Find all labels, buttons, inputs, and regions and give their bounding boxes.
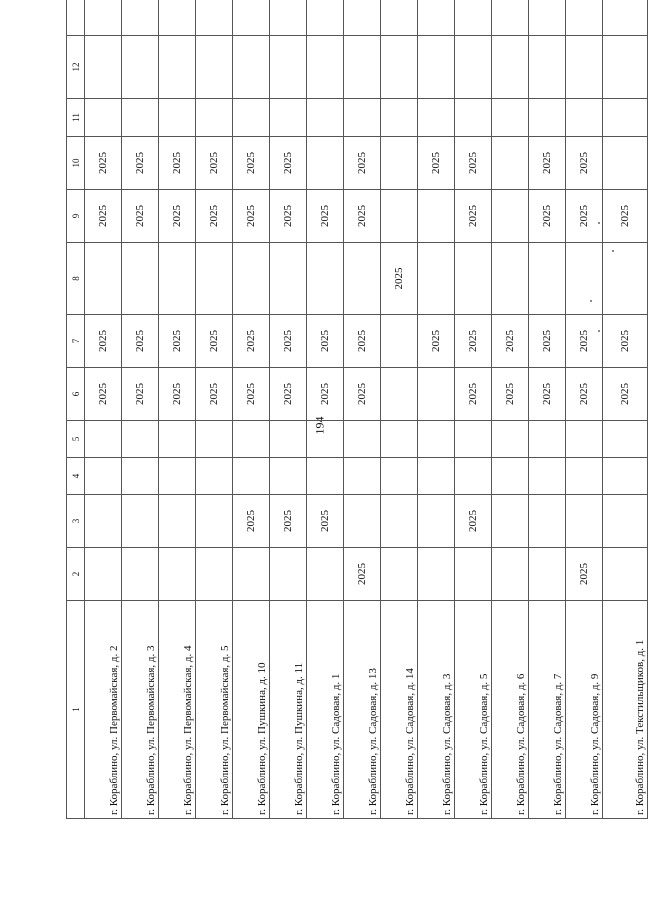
table-row [85,0,122,819]
year-cell [158,99,195,137]
year-cell [158,36,195,99]
year-cell: 2025 [565,137,602,190]
year-cell [454,458,491,495]
year-cell: 2025 [565,190,602,243]
address-cell: г. Кораблино, ул. Садовая, д. 14 [380,601,417,819]
year-cell: 2025 [269,368,306,421]
year-cell: 2025 [195,137,232,190]
year-cell [454,421,491,458]
scan-speck [612,250,614,252]
scan-speck [598,222,600,224]
year-cell [85,99,122,137]
year-cell [85,0,122,36]
year-cell [195,458,232,495]
year-cell: 2025 [232,368,269,421]
year-cell [602,137,647,190]
year-cell [565,458,602,495]
year-cell: 2025 [565,368,602,421]
year-cell: 2025 [195,368,232,421]
year-cell: 2025 [85,315,122,368]
year-cell [158,548,195,601]
year-cell: 2025 [417,315,454,368]
year-cell [158,0,195,36]
year-cell [417,458,454,495]
year-cell: 2025 [491,315,528,368]
column-header: 12 [67,36,85,99]
year-cell [232,243,269,315]
year-cell: 2025 [121,315,158,368]
year-cell [158,421,195,458]
year-cell [417,99,454,137]
table-row [417,0,454,819]
year-cell [565,99,602,137]
year-cell: 2025 [380,243,417,315]
schedule-table [66,0,648,819]
year-cell: 2025 [528,368,565,421]
year-cell [121,495,158,548]
year-cell [491,190,528,243]
year-cell [528,99,565,137]
address-cell: г. Кораблино, ул. Садовая, д. 7 [528,601,565,819]
year-cell: 2025 [602,315,647,368]
year-cell [343,0,380,36]
year-cell [380,421,417,458]
address-cell: г. Кораблино, ул. Пушкина, д. 11 [269,601,306,819]
year-cell [343,243,380,315]
year-cell [269,548,306,601]
year-cell [602,421,647,458]
year-cell: 2025 [85,137,122,190]
year-cell: 2025 [528,190,565,243]
year-cell [417,0,454,36]
year-cell: 2025 [85,368,122,421]
year-cell [306,421,343,458]
year-cell [380,368,417,421]
year-cell [121,99,158,137]
year-cell [454,36,491,99]
table-row [602,0,647,819]
year-cell [565,495,602,548]
year-cell [269,243,306,315]
address-cell: г. Кораблино, ул. Первомайская, д. 4 [158,601,195,819]
year-cell [195,99,232,137]
year-cell [306,458,343,495]
page-number: 194 [312,416,327,435]
year-cell [528,243,565,315]
column-header: 9 [67,190,85,243]
year-cell [269,99,306,137]
table-row [380,0,417,819]
year-cell: 2025 [565,548,602,601]
address-cell: г. Кораблино, ул. Первомайская, д. 3 [121,601,158,819]
year-cell [454,548,491,601]
column-header: 3 [67,495,85,548]
table-row [454,0,491,819]
year-cell [491,421,528,458]
year-cell [195,0,232,36]
year-cell [269,36,306,99]
year-cell [195,495,232,548]
year-cell [121,458,158,495]
year-cell [417,421,454,458]
year-cell [454,0,491,36]
year-cell [491,243,528,315]
year-cell [269,458,306,495]
year-cell [121,36,158,99]
year-cell [454,243,491,315]
year-cell: 2025 [306,495,343,548]
column-header: 4 [67,458,85,495]
table-row [528,0,565,819]
year-cell [343,99,380,137]
year-cell: 2025 [343,137,380,190]
address-cell: г. Кораблино, ул. Первомайская, д. 5 [195,601,232,819]
year-cell [85,36,122,99]
address-cell: г. Кораблино, ул. Первомайская, д. 2 [85,601,122,819]
year-cell [232,36,269,99]
year-cell: 2025 [528,137,565,190]
year-cell [380,99,417,137]
address-cell: г. Кораблино, ул. Текстильщиков, д. 1 [602,601,647,819]
table-body [85,0,648,819]
year-cell [306,36,343,99]
address-cell: г. Кораблино, ул. Садовая, д. 13 [343,601,380,819]
table-row [306,0,343,819]
year-cell [306,548,343,601]
year-cell: 2025 [269,315,306,368]
year-cell [528,36,565,99]
year-cell: 2025 [269,190,306,243]
scan-speck [598,330,600,332]
column-header [67,0,85,36]
year-cell: 2025 [454,190,491,243]
year-cell [306,243,343,315]
year-cell: 2025 [195,315,232,368]
year-cell [602,36,647,99]
table-row [565,0,602,819]
year-cell: 2025 [232,137,269,190]
year-cell: 2025 [121,137,158,190]
year-cell: 2025 [417,137,454,190]
year-cell [602,243,647,315]
year-cell [195,548,232,601]
year-cell [195,421,232,458]
year-cell [232,0,269,36]
address-cell: г. Кораблино, ул. Пушкина, д. 10 [232,601,269,819]
year-cell [343,458,380,495]
year-cell: 2025 [454,137,491,190]
address-cell: г. Кораблино, ул. Садовая, д. 1 [306,601,343,819]
year-cell [602,548,647,601]
year-cell [565,421,602,458]
year-cell: 2025 [269,495,306,548]
table-row [195,0,232,819]
year-cell: 2025 [158,315,195,368]
year-cell [528,548,565,601]
year-cell [85,495,122,548]
year-cell: 2025 [454,315,491,368]
year-cell: 2025 [454,368,491,421]
year-cell: 2025 [454,495,491,548]
year-cell [269,0,306,36]
year-cell: 2025 [491,368,528,421]
year-cell: 2025 [232,315,269,368]
year-cell [158,495,195,548]
address-cell: г. Кораблино, ул. Садовая, д. 6 [491,601,528,819]
year-cell: 2025 [121,368,158,421]
year-cell [85,421,122,458]
year-cell [417,548,454,601]
year-cell [121,0,158,36]
year-cell [417,190,454,243]
year-cell [491,137,528,190]
column-header: 11 [67,99,85,137]
year-cell: 2025 [85,190,122,243]
year-cell [380,315,417,368]
year-cell [528,0,565,36]
year-cell [454,99,491,137]
year-cell [528,495,565,548]
year-cell [306,99,343,137]
year-cell [602,0,647,36]
year-cell: 2025 [158,368,195,421]
header-row [67,0,85,819]
year-cell: 2025 [158,190,195,243]
year-cell [85,548,122,601]
table-row [158,0,195,819]
column-header: 6 [67,368,85,421]
column-header: 10 [67,137,85,190]
year-cell: 2025 [306,190,343,243]
year-cell: 2025 [343,548,380,601]
address-cell: г. Кораблино, ул. Садовая, д. 9 [565,601,602,819]
year-cell [232,458,269,495]
column-header: 2 [67,548,85,601]
year-cell [380,36,417,99]
year-cell [85,458,122,495]
year-cell [380,137,417,190]
year-cell [565,243,602,315]
year-cell [343,421,380,458]
year-cell: 2025 [306,368,343,421]
year-cell [343,36,380,99]
year-cell [121,548,158,601]
year-cell [602,458,647,495]
year-cell [158,243,195,315]
year-cell [269,421,306,458]
year-cell [491,495,528,548]
year-cell [491,99,528,137]
year-cell [380,0,417,36]
year-cell [158,458,195,495]
address-cell: г. Кораблино, ул. Садовая, д. 3 [417,601,454,819]
scan-speck [590,300,592,302]
year-cell [232,421,269,458]
year-cell: 2025 [232,495,269,548]
year-cell [417,368,454,421]
year-cell: 2025 [565,315,602,368]
year-cell [565,0,602,36]
year-cell [85,243,122,315]
year-cell [380,548,417,601]
year-cell: 2025 [121,190,158,243]
table-row [491,0,528,819]
year-cell [380,495,417,548]
year-cell [380,458,417,495]
year-cell [195,243,232,315]
year-cell [602,99,647,137]
year-cell [306,0,343,36]
table-wrapper [66,32,648,819]
year-cell: 2025 [343,315,380,368]
year-cell [491,0,528,36]
table-row [121,0,158,819]
table-row [269,0,306,819]
year-cell [121,243,158,315]
year-cell [417,243,454,315]
year-cell [565,36,602,99]
year-cell: 2025 [232,190,269,243]
table-row [343,0,380,819]
column-header: 8 [67,243,85,315]
column-header: 7 [67,315,85,368]
year-cell [380,190,417,243]
year-cell [195,36,232,99]
year-cell: 2025 [343,190,380,243]
year-cell [602,495,647,548]
year-cell: 2025 [343,368,380,421]
year-cell: 2025 [158,137,195,190]
year-cell: 2025 [528,315,565,368]
year-cell: 2025 [602,368,647,421]
year-cell [417,495,454,548]
year-cell [528,421,565,458]
year-cell [528,458,565,495]
year-cell [491,458,528,495]
year-cell: 2025 [195,190,232,243]
year-cell [232,99,269,137]
column-header: 1 [67,601,85,819]
year-cell [417,36,454,99]
year-cell: 2025 [269,137,306,190]
year-cell [232,548,269,601]
year-cell [306,137,343,190]
year-cell [491,36,528,99]
table-row [232,0,269,819]
year-cell: 2025 [306,315,343,368]
year-cell [491,548,528,601]
year-cell [121,421,158,458]
year-cell [343,495,380,548]
address-cell: г. Кораблино, ул. Садовая, д. 5 [454,601,491,819]
year-cell: 2025 [602,190,647,243]
column-header: 5 [67,421,85,458]
